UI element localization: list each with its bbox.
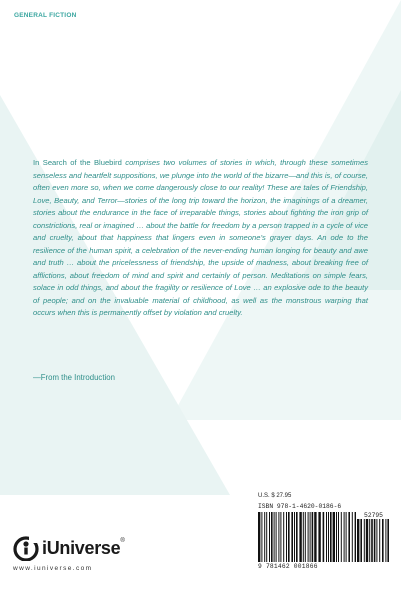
blurb-text: comprises two volumes of stories in which, through these sometimes senseless and heartfelt suppositions, we plunge into the world of the bizarre—and this is, of course, often even more so, when we come dangerously close to our reality! These are tales of Friendship, Love, Beauty, and Terror—stories of the long trip toward the horizon, the imaginings of a dreamer, stories about the endurance in the face of irreparable things, stories about fighting the iron grip of constrictions, real or imagined … about the battle for freedom by a person trapped in a cycle of vice and cruelty, about that happiness that lingers even in someone’s grayer days. An ode to the resilience of the human spirit, a celebration of the never-ending human longing for beauty and awe and truth … about the pricelessness of friendship, the upside of madness, about breaking free of afflictions, about freedom of mind and spirit and certainly of person. Meditations on simple fears, solace in odd things, and about the fragility or resilience of Love … an explosive ode to the beauty of people; and on the invaluable material of childhood, as well as the monstrous warping that occurs when this is permanently offset by violation and cruelty. xyxy=(33,158,368,317)
addon-barcode-bars xyxy=(357,519,390,562)
publisher-url: www.iuniverse.com xyxy=(13,565,93,572)
ean-barcode-bars xyxy=(258,512,356,562)
blurb-attribution: —From the Introduction xyxy=(33,373,115,382)
iuniverse-mark-icon xyxy=(13,535,39,561)
publisher-name: iUniverse® xyxy=(42,538,125,558)
addon-code: 52795 xyxy=(364,512,383,519)
back-cover-blurb xyxy=(33,157,368,320)
book-title-inline: In Search of the Bluebird xyxy=(33,158,122,167)
ean-digits: 9 781462 001866 xyxy=(258,563,318,570)
price-label: U.S. $ 27.95 xyxy=(258,493,292,499)
category-label: GENERAL FICTION xyxy=(14,12,77,19)
isbn-label: ISBN 978-1-4620-0186-6 xyxy=(258,503,342,510)
barcode xyxy=(258,503,390,573)
